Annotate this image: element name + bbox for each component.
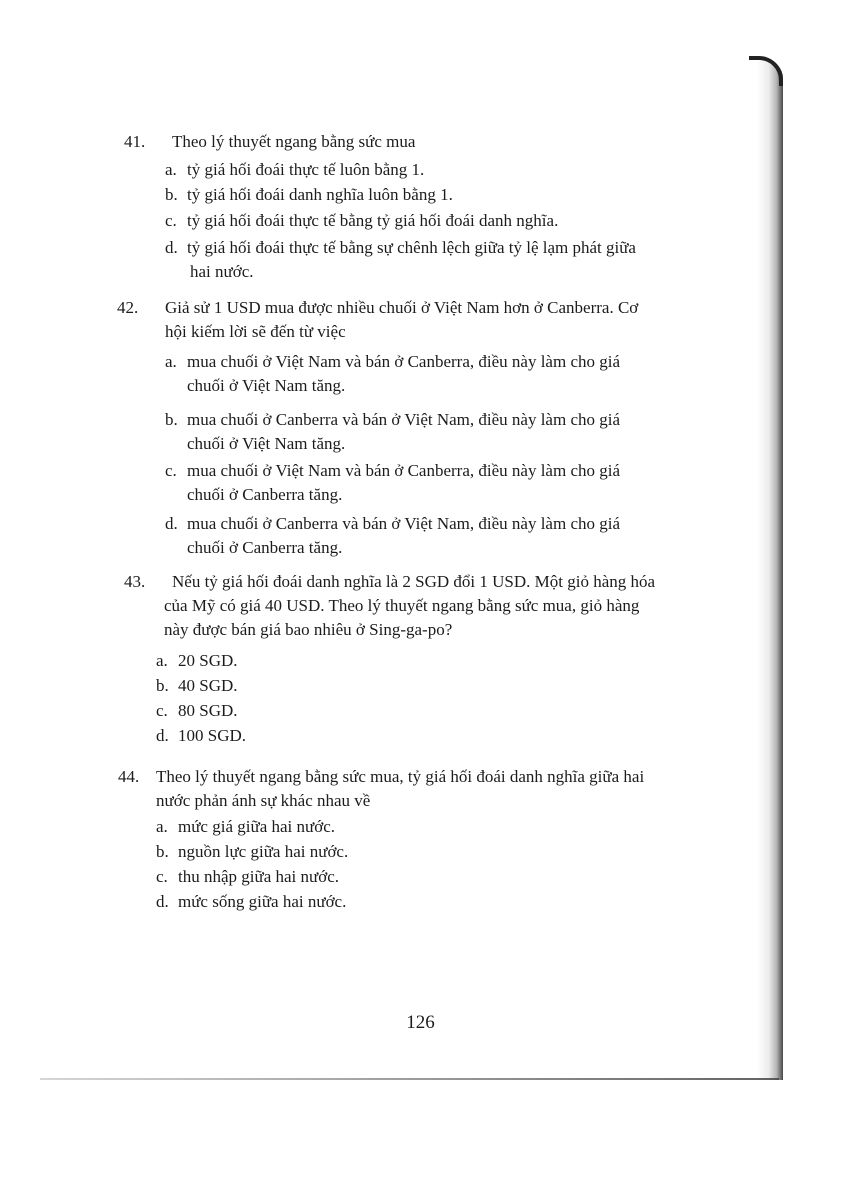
option-letter: d. [165, 238, 178, 257]
question-number: 43. [124, 572, 146, 591]
option-text: mua chuối ở Canberra và bán ở Việt Nam, điều này làm cho giá [187, 410, 621, 429]
option-text-continued: chuối ở Việt Nam tăng. [187, 434, 346, 453]
option-41-b[interactable] [165, 183, 453, 207]
option-text: 100 SGD. [178, 726, 247, 745]
option-text: tỷ giá hối đoái danh nghĩa luôn bằng 1. [187, 185, 453, 204]
question-stem-continued: hội kiếm lời sẽ đến từ việc [165, 322, 346, 341]
option-text-continued: chuối ở Canberra tăng. [187, 538, 343, 557]
option-43-a[interactable] [156, 649, 238, 673]
question-43 [124, 570, 772, 642]
option-letter: d. [156, 892, 169, 911]
question-number: 44. [118, 767, 140, 786]
option-44-a[interactable] [156, 815, 335, 839]
option-text: mua chuối ở Việt Nam và bán ở Canberra, điều này làm cho giá [187, 461, 621, 480]
option-letter: b. [165, 410, 178, 429]
option-44-c[interactable] [156, 865, 339, 889]
option-text: mua chuối ở Việt Nam và bán ở Canberra, điều này làm cho giá [187, 352, 621, 371]
option-text-continued: chuối ở Canberra tăng. [187, 485, 343, 504]
option-text: mức sống giữa hai nước. [178, 892, 347, 911]
option-letter: a. [156, 817, 168, 836]
option-text: tỷ giá hối đoái thực tế luôn bằng 1. [187, 160, 425, 179]
option-text: mức giá giữa hai nước. [178, 817, 336, 836]
question-44 [118, 765, 766, 813]
option-42-d[interactable] [165, 512, 765, 560]
option-text-continued: hai nước. [190, 262, 254, 281]
option-letter: c. [165, 211, 177, 230]
option-letter: c. [165, 461, 177, 480]
option-text: tỷ giá hối đoái thực tế bằng tỷ giá hối đoái danh nghĩa. [187, 211, 559, 230]
option-letter: b. [165, 185, 178, 204]
option-text: nguồn lực giữa hai nước. [178, 842, 349, 861]
question-number: 41. [124, 132, 146, 151]
option-43-b[interactable] [156, 674, 238, 698]
option-letter: d. [165, 514, 178, 533]
option-letter: a. [165, 160, 177, 179]
option-42-a[interactable] [165, 350, 765, 398]
option-44-b[interactable] [156, 840, 348, 864]
option-42-c[interactable] [165, 459, 765, 507]
question-stem: Theo lý thuyết ngang bằng sức mua, tỷ giá hối đoái danh nghĩa giữa hai [156, 767, 645, 786]
option-text: tỷ giá hối đoái thực tế bằng sự chênh lệch giữa tỷ lệ lạm phát giữa [187, 238, 636, 257]
option-text-continued: chuối ở Việt Nam tăng. [187, 376, 346, 395]
option-text: 40 SGD. [178, 676, 238, 695]
page-curl [749, 56, 783, 86]
option-43-c[interactable] [156, 699, 238, 723]
option-letter: b. [156, 676, 169, 695]
option-letter: d. [156, 726, 169, 745]
option-text: 20 SGD. [178, 651, 238, 670]
page-bottom-edge [40, 1078, 779, 1080]
option-41-c[interactable] [165, 209, 558, 233]
question-number: 42. [117, 298, 139, 317]
option-letter: c. [156, 701, 168, 720]
option-43-d[interactable] [156, 724, 246, 748]
option-text: thu nhập giữa hai nước. [178, 867, 340, 886]
option-letter: a. [165, 352, 177, 371]
option-41-d[interactable] [165, 236, 765, 284]
option-letter: b. [156, 842, 169, 861]
option-44-d[interactable] [156, 890, 346, 914]
question-stem: Theo lý thuyết ngang bằng sức mua [172, 132, 416, 151]
option-letter: c. [156, 867, 168, 886]
option-42-b[interactable] [165, 408, 765, 456]
question-stem: Giả sử 1 USD mua được nhiều chuối ở Việt Nam hơn ở Canberra. Cơ [165, 298, 639, 317]
question-stem-continued: nước phản ánh sự khác nhau về [156, 791, 371, 810]
option-letter: a. [156, 651, 168, 670]
page-number: 126 [406, 1012, 435, 1033]
question-42 [117, 296, 765, 344]
option-41-a[interactable] [165, 158, 424, 182]
question-stem-continued: của Mỹ có giá 40 USD. Theo lý thuyết ngang bằng sức mua, giỏ hàng [164, 596, 640, 615]
question-stem-continued: này được bán giá bao nhiêu ở Sing-ga-po? [164, 620, 453, 639]
option-text: 80 SGD. [178, 701, 238, 720]
question-41 [124, 130, 732, 154]
question-stem: Nếu tỷ giá hối đoái danh nghĩa là 2 SGD đổi 1 USD. Một giỏ hàng hóa [172, 572, 656, 591]
option-text: mua chuối ở Canberra và bán ở Việt Nam, điều này làm cho giá [187, 514, 621, 533]
